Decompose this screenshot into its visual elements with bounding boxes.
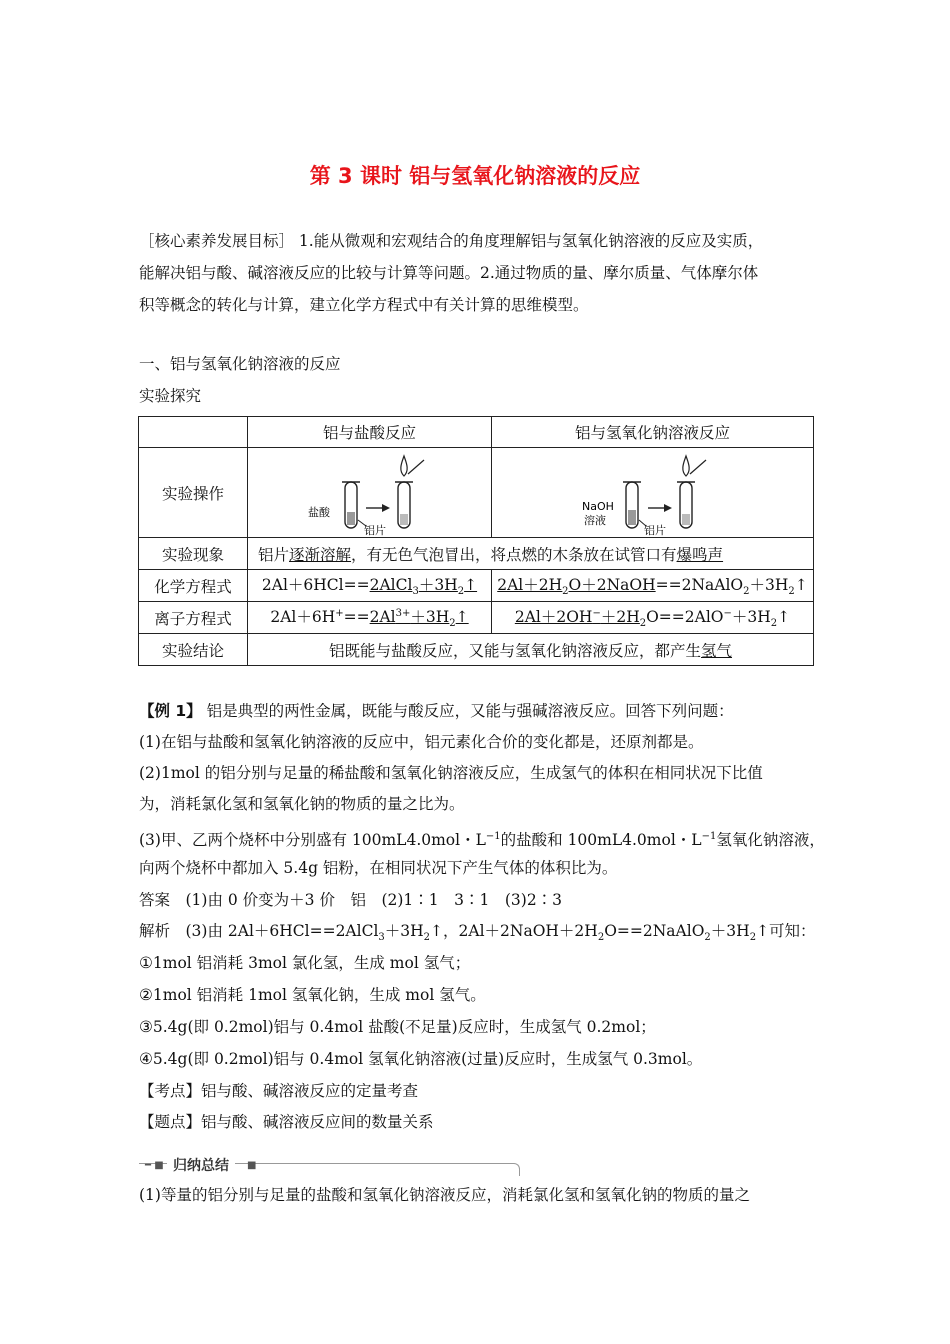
ion2-a: 2Al＋2OH — [514, 608, 593, 627]
an-5: ↑，2Al＋2NaOH＋2H — [430, 922, 598, 940]
figure-naoh-cell — [492, 448, 814, 538]
reagent-label-naoh: NaOH — [581, 499, 614, 513]
ion2-c: ＋2H — [600, 608, 640, 627]
question-2a: (2)1mol 的铝分别与足量的稀盐酸和氢氧化钠溶液反应，生成氢气的体积在相同状况下比值 — [139, 764, 763, 782]
q3a-4: −1 — [701, 831, 717, 842]
metal-label-hcl: 铝片 — [363, 523, 386, 536]
phen-part-2: ，有无色气泡冒出，将点燃的木条放在试管口有 — [351, 545, 677, 564]
ion2-e: O==2AlO — [646, 608, 724, 627]
ion-eq-naoh: $2Al+2OH^-+2H_2O==2AlO^-+3H_2↑$ — [492, 602, 814, 634]
ion1-h: ↑ — [455, 608, 469, 627]
chem2-g: 2 — [788, 586, 795, 598]
analysis-point-1: ①1mol 铝消耗 3mol 氯化氢，生成 mol 氢气； — [139, 954, 471, 972]
chem2-d: ==2NaAlO — [655, 576, 744, 595]
section-heading: 一、铝与氢氧化钠溶液的反应 — [139, 355, 341, 373]
chem1-b: 2AlCl — [369, 576, 413, 595]
page-title: 第 3 课时 铝与氢氧化钠溶液的反应 — [309, 164, 641, 188]
row-label-chem-eq: 化学方程式 — [139, 570, 248, 602]
summary-header — [139, 1155, 519, 1175]
goals-line-2: 能解决铝与酸、碱溶液反应的比较与计算等问题。2.通过物质的量、摩尔质量、气体摩尔体 — [139, 264, 759, 282]
chem1-c: 3 — [412, 586, 419, 598]
ion1-d: 2Al — [369, 608, 396, 627]
an-4: 2 — [423, 932, 431, 944]
row-label-conclusion: 实验结论 — [139, 634, 248, 666]
table-corner — [139, 417, 248, 448]
ion2-blank — [514, 608, 647, 630]
goals-line-1: ［核心素养发展目标］ 1.能从微观和宏观结合的角度理解铝与氢氧化钠溶液的反应及实质， — [139, 232, 764, 250]
kaodian-line: 【考点】铝与酸、碱溶液反应的定量考查 — [139, 1082, 419, 1100]
ion1-b: + — [335, 608, 344, 620]
ion1-c: == — [343, 608, 370, 627]
example-stem-text: 铝是典型的两性金属，既能与酸反应，又能与强碱溶液反应。回答下列问题： — [201, 702, 734, 720]
ion-eq-hcl — [248, 602, 492, 634]
analysis-point-3: ③5.4g(即 0.2mol)铝与 0.4mol 盐酸(不足量)反应时，生成氢气 0.2mol； — [139, 1018, 656, 1036]
an-3: ＋3H — [384, 922, 424, 940]
subsection-heading: 实验探究 — [139, 387, 202, 405]
apparatus-naoh-figure — [578, 450, 728, 536]
example-tag: 【例 1】 — [139, 702, 202, 720]
chem2-e: 2 — [743, 586, 750, 598]
figure-hcl-cell — [248, 448, 492, 538]
row-label-ion-eq: 离子方程式 — [139, 602, 248, 634]
phen-blank-pop: 爆鸣声 — [676, 545, 724, 564]
apparatus-hcl-figure — [300, 450, 440, 536]
row-label-phenomenon: 实验现象 — [139, 538, 248, 570]
ion2-f: ＋3H — [731, 608, 771, 627]
chem-eq-hcl — [248, 570, 492, 602]
ion1-f: ＋3H — [410, 608, 450, 627]
reagent-label-hcl: 盐酸 — [307, 505, 330, 519]
ion1-g: 2 — [449, 618, 456, 630]
row-label-operation: 实验操作 — [139, 448, 248, 538]
analysis-line — [139, 920, 816, 949]
an-7: O==2NaAlO — [604, 922, 705, 940]
ion1-a: 2Al＋6H — [270, 608, 336, 627]
chem1-d: ＋3H — [418, 576, 458, 595]
concl-part: 铝既能与盐酸反应，又能与氢氧化钠溶液反应，都产生 — [328, 641, 701, 660]
an-1: 解析 (3)由 2Al＋6HCl==2AlCl — [139, 922, 379, 940]
concl-blank: 氢气 — [701, 641, 733, 660]
phen-part-1: 铝片 — [258, 545, 290, 564]
chem2-b: 2 — [562, 586, 569, 598]
ion2-h: ↑ — [777, 608, 791, 627]
q3a-2: −1 — [485, 831, 501, 842]
ion1-blank — [369, 608, 469, 630]
chem2-h: ↑ — [794, 576, 808, 595]
tidian-line: 【题点】铝与酸、碱溶液反应间的数量关系 — [139, 1113, 434, 1131]
analysis-point-4: ④5.4g(即 0.2mol)铝与 0.4mol 氢氧化钠溶液(过量)反应时，生成氢气 0.3mol。 — [139, 1050, 703, 1068]
conclusion-cell — [248, 634, 814, 666]
question-2b: 为，消耗氯化氢和氢氧化钠的物质的量之比为。 — [139, 795, 465, 813]
ion2-g: 2 — [770, 618, 778, 630]
ion1-e: 3+ — [395, 608, 411, 620]
phenomenon-cell — [248, 538, 814, 570]
summary-label: 归纳总结 — [167, 1155, 235, 1175]
question-1: (1)在铝与盐酸和氢氧化钠溶液的反应中，铝元素化合价的变化都是，还原剂都是。 — [139, 733, 704, 751]
an-9: ＋3H — [710, 922, 750, 940]
chem1-part: 2Al＋6HCl== — [261, 576, 370, 595]
q3a-3: 的盐酸和 100mL4.0mol・L — [500, 831, 702, 850]
chem1-e: 2 — [457, 586, 465, 598]
summary-dots-right: ■ — [247, 1160, 257, 1171]
an-8: 2 — [704, 932, 711, 944]
question-3a — [139, 826, 825, 851]
reagent-label-solution: 溶液 — [583, 513, 606, 527]
ion2-b: − — [592, 608, 601, 620]
summary-text: (1)等量的铝分别与足量的盐酸和氢氧化钠溶液反应，消耗氯化氢和氢氧化钠的物质的量之 — [139, 1186, 750, 1204]
header-hcl: 铝与盐酸反应 — [248, 417, 492, 448]
summary-dots-left: ━ ■ — [145, 1160, 164, 1171]
phen-blank-dissolve: 逐渐溶解 — [289, 545, 352, 564]
header-naoh: 铝与氢氧化钠溶液反应 — [492, 417, 814, 448]
chem2-blank — [497, 576, 656, 598]
goals-line-3: 积等概念的转化与计算，建立化学方程式中有关计算的思维模型。 — [139, 296, 589, 314]
an-2: 3 — [378, 932, 385, 944]
chem-eq-naoh — [492, 570, 814, 602]
metal-label-naoh: 铝片 — [643, 523, 666, 536]
example-stem — [139, 700, 734, 722]
an-11: ↑可知： — [756, 922, 816, 940]
question-3b: 向两个烧杯中都加入 5.4g 铝粉，在相同状况下产生气体的体积比为。 — [139, 859, 618, 877]
chem1-blank — [369, 576, 478, 598]
q3a-1: (3)甲、乙两个烧杯中分别盛有 100mL4.0mol・L — [139, 831, 486, 850]
answer-line: 答案 (1)由 0 价变为＋3 价 铝 (2)1∶1 3∶1 (3)2∶3 — [139, 891, 563, 909]
chem2-f: ＋3H — [749, 576, 789, 595]
an-6: 2 — [597, 932, 605, 944]
chem1-f: ↑ — [464, 576, 478, 595]
chem2-a: 2Al＋2H — [497, 576, 563, 595]
analysis-point-2: ②1mol 铝消耗 1mol 氢氧化钠，生成 mol 氢气。 — [139, 986, 486, 1004]
ion2-d: 2 — [639, 618, 647, 630]
experiment-table — [138, 416, 814, 666]
chem2-c: O＋2NaOH — [568, 576, 656, 595]
an-10: 2 — [749, 932, 757, 944]
q3a-5: 氢氧化钠溶液， — [716, 831, 825, 850]
